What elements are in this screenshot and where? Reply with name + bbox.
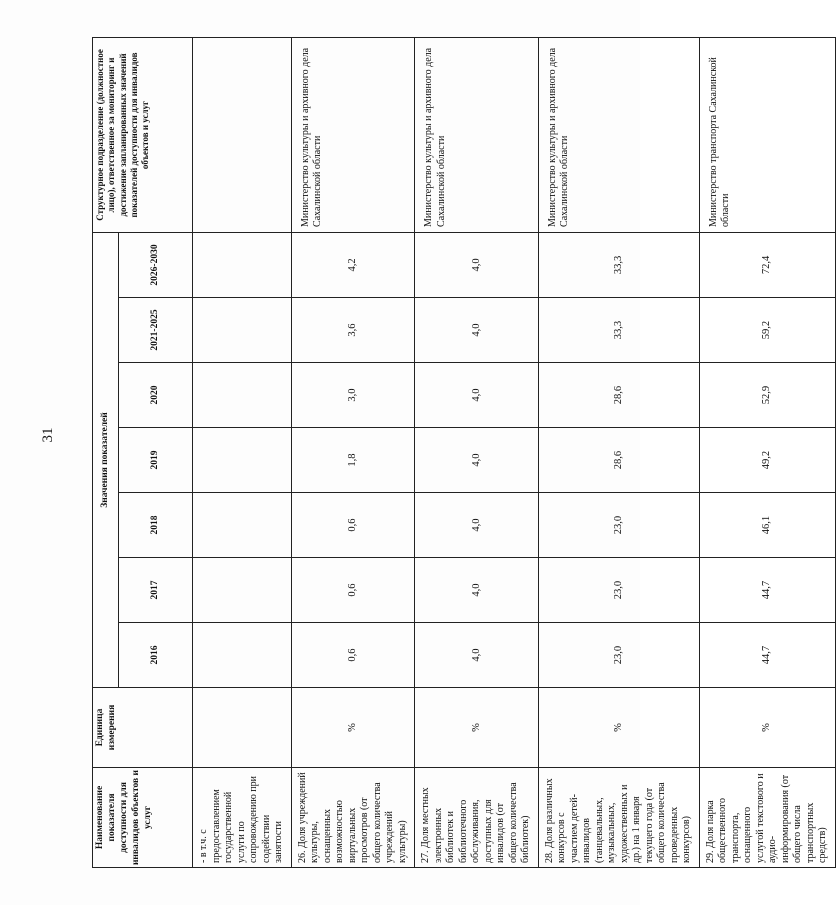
indicator-name: - в т.ч. с предоставлением государственной услуги по сопровождению при содействии занятости [193, 768, 292, 868]
header-year: 2021-2025 [119, 298, 193, 363]
indicator-value [193, 363, 292, 428]
table-row [699, 37, 835, 867]
indicator-value: 4,2 [291, 232, 415, 297]
indicator-responsible: Министерство культуры и архивного дела Сахалинской области [538, 37, 699, 232]
header-year: 2017 [119, 558, 193, 623]
indicator-unit: % [415, 688, 539, 768]
indicator-value: 23,0 [538, 493, 699, 558]
table-row [538, 37, 699, 867]
indicator-value: 0,6 [291, 493, 415, 558]
indicator-value: 4,0 [415, 493, 539, 558]
header-responsible: Структурное подразделение (должностное лицо), ответственное за мониторинг и достижение запланированных значений показателей доступности для инвалидов объектов и услуг [93, 37, 193, 232]
indicator-value [193, 428, 292, 493]
page-number: 31 [40, 427, 56, 443]
indicator-value: 4,0 [415, 298, 539, 363]
indicator-value: 4,0 [415, 232, 539, 297]
indicator-value: 46,1 [699, 493, 835, 558]
table-row [415, 37, 539, 867]
indicator-unit: % [291, 688, 415, 768]
indicator-value: 0,6 [291, 623, 415, 688]
indicator-name: 27. Доля местных электронных библиотек и библиотечного обслуживания, доступных для инвалидов (от общего количества библиотек) [415, 768, 539, 868]
indicator-value: 3,0 [291, 363, 415, 428]
table-row [291, 37, 415, 867]
header-name: Наименование показателя доступности для инвалидов объектов и услуг [93, 768, 193, 868]
indicator-value: 28,6 [538, 363, 699, 428]
indicator-value [193, 558, 292, 623]
indicator-value: 3,6 [291, 298, 415, 363]
indicator-value [193, 493, 292, 558]
indicator-unit: % [699, 688, 835, 768]
header-year: 2020 [119, 363, 193, 428]
indicator-value [193, 623, 292, 688]
table-row [193, 37, 292, 867]
indicator-value: 72,4 [699, 232, 835, 297]
indicator-value: 52,9 [699, 363, 835, 428]
indicator-value: 4,0 [415, 558, 539, 623]
indicator-name: 26. Доля учреждений культуры, оснащенных возможностью виртуальных просмотров (от общего количества учреждений культуры) [291, 768, 415, 868]
indicator-unit: % [538, 688, 699, 768]
indicator-value: 1,8 [291, 428, 415, 493]
header-year: 2016 [119, 623, 193, 688]
header-year: 2019 [119, 428, 193, 493]
indicator-unit [193, 688, 292, 768]
indicator-responsible: Министерство культуры и архивного дела Сахалинской области [291, 37, 415, 232]
indicator-name: 28. Доля различных конкурсов с участием детей-инвалидов (танцевальных, музыкальных, художественных и др.) на 1 января текущего года (от общего количества проведенных конкурсов) [538, 768, 699, 868]
accessibility-indicators-table [92, 37, 836, 868]
header-values-group: Значения показателей [93, 232, 119, 687]
indicator-value [193, 298, 292, 363]
indicator-value: 44,7 [699, 558, 835, 623]
header-year: 2026-2030 [119, 232, 193, 297]
indicator-value: 59,2 [699, 298, 835, 363]
rotated-table-wrapper [92, 38, 828, 868]
indicator-value: 44,7 [699, 623, 835, 688]
indicator-value: 49,2 [699, 428, 835, 493]
indicator-value: 0,6 [291, 558, 415, 623]
indicator-responsible: Министерство культуры и архивного дела Сахалинской области [415, 37, 539, 232]
indicator-name: 29. Доля парка общественного транспорта, оснащенного услугой текстового и аудио- информирования (от общего числа транспортных средств) [699, 768, 835, 868]
indicator-value: 4,0 [415, 363, 539, 428]
indicator-value: 23,0 [538, 623, 699, 688]
indicator-responsible: Министерство транспорта Сахалинской области [699, 37, 835, 232]
indicator-value: 33,3 [538, 298, 699, 363]
indicator-value [193, 232, 292, 297]
indicator-value: 4,0 [415, 623, 539, 688]
header-year: 2018 [119, 493, 193, 558]
indicator-value: 23,0 [538, 558, 699, 623]
indicator-value: 28,6 [538, 428, 699, 493]
indicator-responsible [193, 37, 292, 232]
indicator-value: 33,3 [538, 232, 699, 297]
header-unit: Единица измерения [93, 688, 193, 768]
indicator-value: 4,0 [415, 428, 539, 493]
